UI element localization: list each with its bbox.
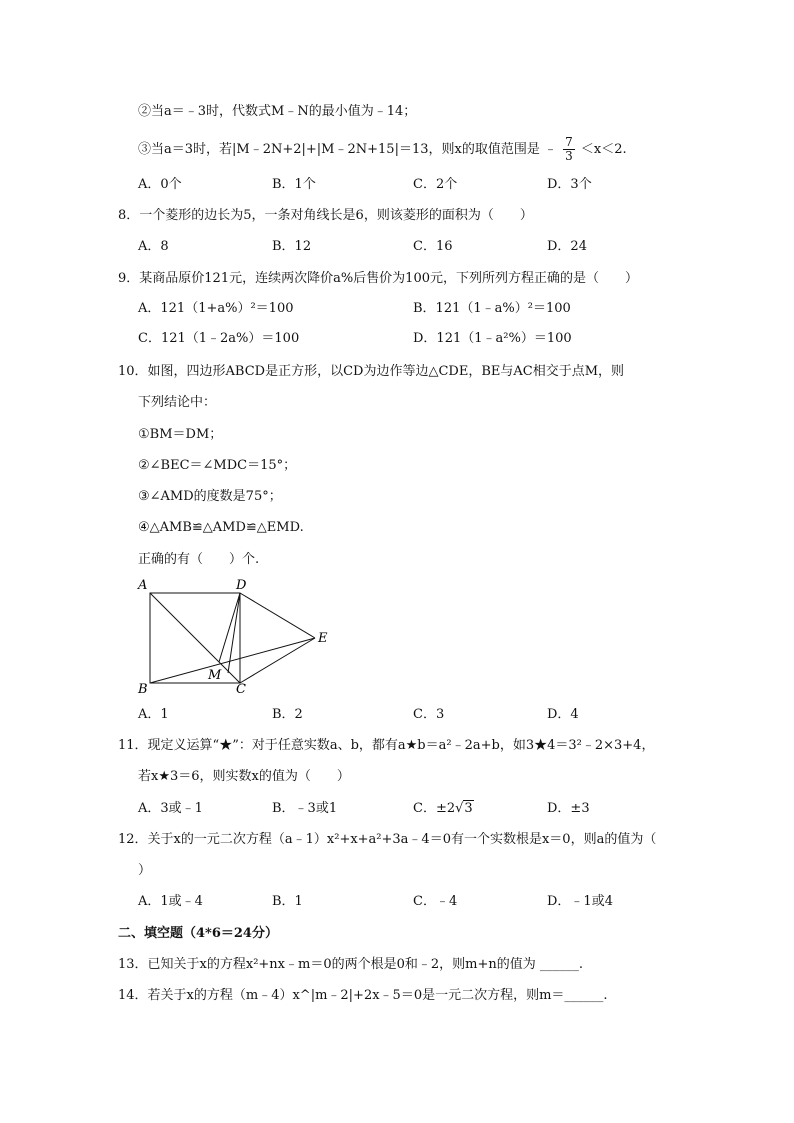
- q11-option-c-text: C．±2: [413, 801, 456, 816]
- question-10-line-2: 下列结论中：: [138, 395, 217, 410]
- fraction-denominator: 3: [565, 149, 573, 163]
- label-m: M: [208, 668, 222, 683]
- q7-option-b[interactable]: B．1个: [272, 177, 316, 192]
- segment-d-line: [228, 593, 240, 673]
- question-11-line-2: 若x★3＝6，则实数x的值为（ ）: [138, 769, 350, 784]
- question-14: 14．若关于x的方程（m﹣4）x^|m﹣2|+2x﹣5＝0是一元二次方程，则m＝______.: [118, 988, 608, 1003]
- fraction-7-3: [563, 136, 575, 163]
- q8-option-b[interactable]: B．12: [272, 239, 312, 254]
- q7-option-c[interactable]: C．2个: [413, 177, 458, 192]
- q10-conclusion-3: ③∠AMD的度数是75°；: [138, 489, 282, 504]
- q7-option-d[interactable]: D．3个: [547, 177, 592, 192]
- q10-conclusion-4: ④△AMB≌△AMD≌△EMD.: [138, 520, 304, 535]
- segment-dm: [219, 593, 240, 662]
- section-2-heading: 二、填空题（4*6＝24分）: [118, 926, 278, 941]
- question-12-line-2: ）: [138, 863, 152, 878]
- geometry-figure: [130, 575, 340, 700]
- label-e: E: [318, 631, 328, 646]
- label-a: A: [138, 578, 148, 593]
- label-b: B: [138, 682, 148, 697]
- q8-option-d[interactable]: D．24: [547, 239, 587, 254]
- q8-option-c[interactable]: C．16: [413, 239, 453, 254]
- radicand: 3: [464, 801, 473, 816]
- question-13: 13．已知关于x的方程x²+nx﹣m＝0的两个根是0和﹣2，则m+n的值为 ______.: [118, 957, 584, 972]
- segment-ce: [240, 638, 315, 683]
- q10-conclusion-2: ②∠BEC＝∠MDC＝15°；: [138, 458, 297, 473]
- question-8: 8．一个菱形的边长为5，一条对角线长是6，则该菱形的面积为（ ）: [118, 208, 533, 223]
- statement-3: [138, 136, 627, 163]
- q11-option-a[interactable]: A．3或﹣1: [138, 801, 203, 816]
- radical-sign: √: [455, 801, 464, 816]
- statement-2: ②当a＝﹣3时，代数式M﹣N的最小值为﹣14；: [138, 104, 417, 119]
- q10-option-c[interactable]: C．3: [413, 707, 445, 722]
- q10-option-b[interactable]: B．2: [272, 707, 303, 722]
- q12-option-d[interactable]: D．﹣1或4: [547, 894, 613, 909]
- fraction-numerator: 7: [565, 135, 573, 149]
- q11-option-c[interactable]: [413, 799, 474, 819]
- statement-3-range: ＜x＜2.: [580, 142, 627, 157]
- segment-de: [240, 593, 315, 638]
- q10-conclusion-1: ①BM＝DM；: [138, 427, 223, 442]
- question-9: 9．某商品原价121元，连续两次降价a%后售价为100元，下列所列方程正确的是（ ）: [118, 271, 639, 286]
- q10-ask: 正确的有（ ）个.: [138, 552, 260, 567]
- question-12-line-1: 12．关于x的一元二次方程（a﹣1）x²+x+a²+3a﹣4＝0有一个实数根是x＝0，则a的值为（: [118, 832, 657, 847]
- q11-option-d[interactable]: D．±3: [547, 801, 590, 816]
- q12-option-a[interactable]: A．1或﹣4: [138, 894, 203, 909]
- q10-option-a[interactable]: A．1: [138, 707, 169, 722]
- question-10-line-1: 10．如图，四边形ABCD是正方形，以CD为边作等边△CDE，BE与AC相交于点M，则: [118, 364, 625, 379]
- label-d: D: [236, 578, 247, 593]
- q10-option-d[interactable]: D．4: [547, 707, 579, 722]
- q9-option-d[interactable]: D．121（1﹣a²%）＝100: [413, 331, 572, 346]
- q12-option-b[interactable]: B．1: [272, 894, 303, 909]
- question-11-line-1: 11．现定义运算“★”：对于任意实数a、b，都有a★b＝a²﹣2a+b，如3★4＝3²﹣2×3+4，: [118, 738, 655, 753]
- q9-option-a[interactable]: A．121（1+a%）²＝100: [138, 301, 294, 316]
- q7-option-a[interactable]: A．0个: [138, 177, 182, 192]
- q9-option-c[interactable]: C．121（1﹣2a%）＝100: [138, 331, 300, 346]
- label-c: C: [236, 682, 246, 697]
- statement-3-text: ③当a＝3时，若|M﹣2N+2|+|M﹣2N+15|＝13，则x的取值范围是: [138, 142, 540, 157]
- q11-option-b[interactable]: B．﹣3或1: [272, 801, 338, 816]
- q12-option-c[interactable]: C．﹣4: [413, 894, 458, 909]
- q8-option-a[interactable]: A．8: [138, 239, 169, 254]
- minus-sign: ﹣: [543, 142, 557, 157]
- q9-option-b[interactable]: B．121（1﹣a%）²＝100: [413, 301, 571, 316]
